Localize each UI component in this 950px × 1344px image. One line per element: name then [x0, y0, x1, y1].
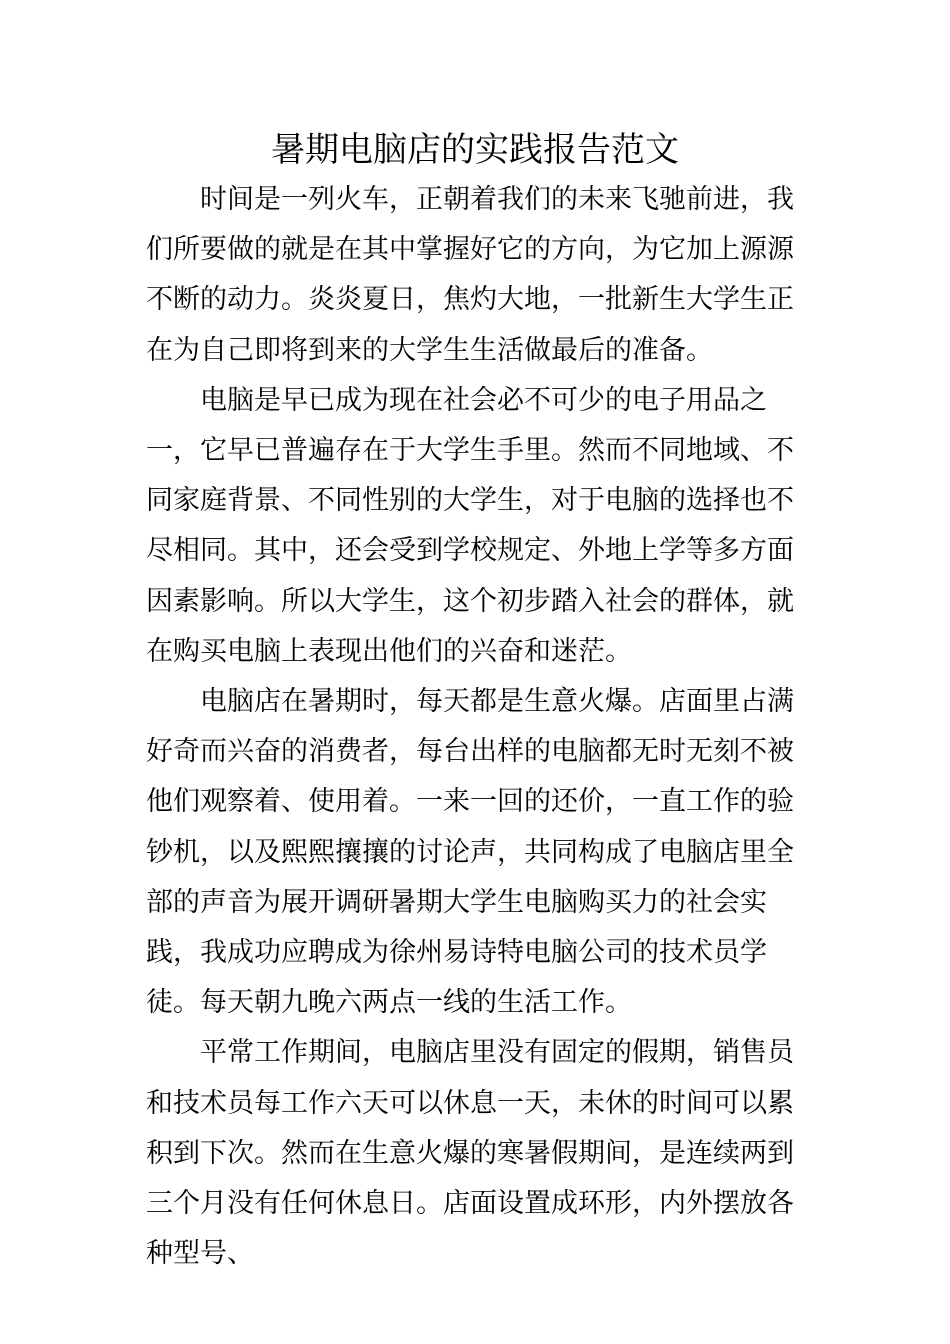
paragraph-3: 电脑店在暑期时，每天都是生意火爆。店面里占满好奇而兴奋的消费者，每台出样的电脑都无时无刻不被他们观察着、使用着。一来一回的还价，一直工作的验钞机，以及熙熙攘攘的讨论声，共同构成了电脑店里全部的声音为展开调研暑期大学生电脑购买力的社会实践，我成功应聘成为徐州易诗特电脑公司的技术员学徒。每天朝九晚六两点一线的生活工作。: [146, 686, 794, 1019]
document-title: 暑期电脑店的实践报告范文: [271, 130, 679, 170]
paragraph-2: 电脑是早已成为现在社会必不可少的电子用品之一，它早已普遍存在于大学生手里。然而不同地域、不同家庭背景、不同性别的大学生，对于电脑的选择也不尽相同。其中，还会受到学校规定、外地上学等多方面因素影响。所以大学生，这个初步踏入社会的群体，就在购买电脑上表现出他们的兴奋和迷茫。: [146, 384, 794, 667]
document-body: [146, 175, 806, 1279]
paragraph-1: 时间是一列火车，正朝着我们的未来飞驰前进，我们所要做的就是在其中掌握好它的方向，为它加上源源不断的动力。炎炎夏日，焦灼大地，一批新生大学生正在为自己即将到来的大学生生活做最后的准备。: [146, 184, 794, 366]
paragraph-4: 平常工作期间，电脑店里没有固定的假期，销售员和技术员每工作六天可以休息一天，未休的时间可以累积到下次。然而在生意火爆的寒暑假期间，是连续两到三个月没有任何休息日。店面设置成环形，内外摆放各种型号、: [146, 1037, 794, 1270]
